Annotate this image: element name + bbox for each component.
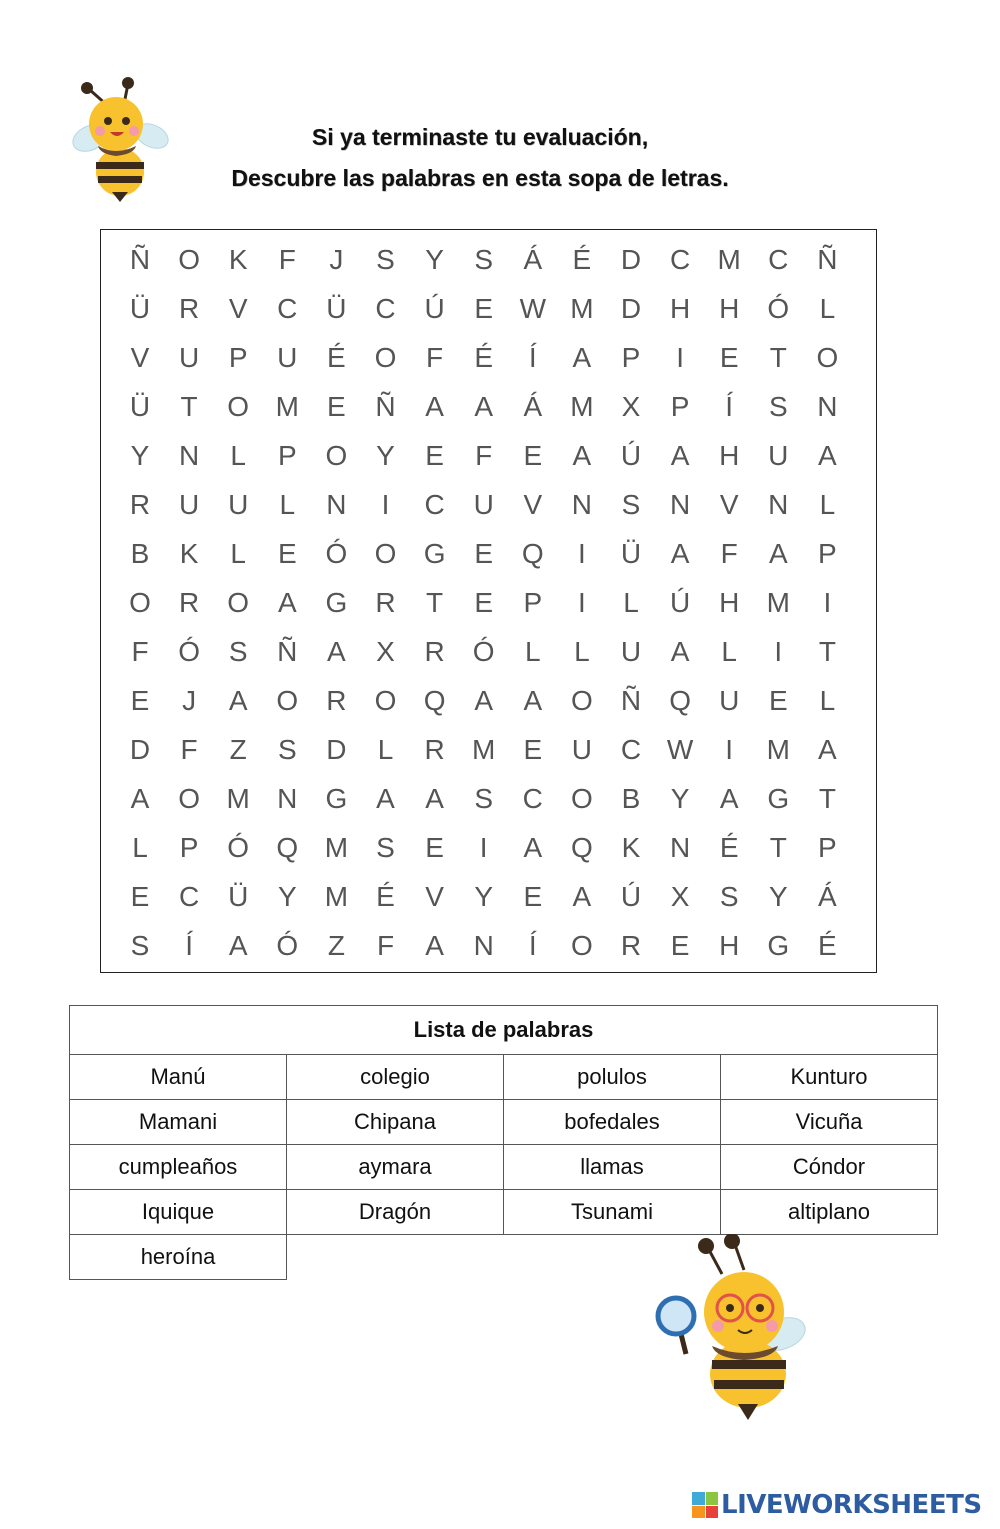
liveworksheets-brand: [692, 1488, 982, 1522]
grid-letter: S: [130, 929, 150, 961]
grid-letter: Q: [276, 831, 299, 863]
grid-letter: C: [375, 292, 396, 324]
grid-letter: L: [230, 537, 246, 569]
grid-letter: L: [819, 292, 836, 324]
grid-letter: Ó: [276, 929, 299, 961]
grid-letter: N: [277, 782, 298, 814]
word-list-item: Cóndor: [721, 1145, 938, 1190]
grid-letter: Y: [670, 782, 690, 814]
grid-letter: X: [670, 880, 690, 912]
grid-letter: U: [768, 439, 789, 471]
grid-letter: Í: [528, 341, 537, 373]
grid-letter: F: [180, 733, 198, 765]
grid-letter: A: [523, 684, 543, 716]
grid-letter: R: [424, 733, 445, 765]
grid-letter: E: [327, 390, 346, 422]
grid-letter: L: [819, 684, 836, 716]
grid-letter: C: [277, 292, 298, 324]
grid-letter: G: [767, 782, 790, 814]
grid-letter: V: [130, 341, 150, 373]
grid-letter: N: [178, 439, 200, 471]
grid-letter: E: [768, 684, 788, 716]
word-list-item: Chipana: [287, 1100, 504, 1145]
grid-letter: S: [719, 880, 739, 912]
grid-letter: Y: [474, 880, 494, 912]
grid-letter: I: [774, 635, 783, 667]
grid-letter: I: [725, 733, 734, 765]
grid-letter: O: [571, 684, 593, 716]
grid-letter: Q: [423, 684, 446, 716]
grid-letter: L: [132, 831, 148, 863]
grid-letter: Í: [528, 929, 537, 961]
grid-letter: I: [381, 488, 390, 520]
word-list-item: cumpleaños: [70, 1145, 287, 1190]
grid-letter: E: [523, 880, 543, 912]
grid-letter: Ü: [326, 292, 347, 324]
grid-letter: Ó: [178, 635, 200, 667]
grid-letter: Ú: [669, 586, 691, 618]
grid-letter: É: [572, 243, 592, 275]
grid-letter: Ñ: [129, 243, 151, 275]
grid-letter: E: [130, 880, 150, 912]
grid-letter: A: [572, 341, 592, 373]
grid-letter: O: [374, 684, 397, 716]
grid-letter: T: [818, 635, 836, 667]
grid-letter: Ó: [472, 635, 495, 667]
grid-letter: É: [719, 831, 739, 863]
instruction-line-1: Si ya terminaste tu evaluación,: [311, 124, 649, 150]
grid-letter: Ñ: [375, 390, 396, 422]
grid-letter: Ó: [767, 292, 790, 324]
grid-letter: O: [227, 390, 250, 422]
grid-letter: P: [670, 390, 690, 422]
word-list-item: altiplano: [721, 1190, 938, 1235]
grid-letter: R: [424, 635, 445, 667]
grid-letter: Z: [327, 929, 345, 961]
grid-letter: V: [719, 488, 739, 520]
grid-letter: Ú: [620, 439, 642, 471]
grid-letter: U: [571, 733, 592, 765]
word-list-item: colegio: [287, 1055, 504, 1100]
grid-letter: Ü: [228, 880, 249, 912]
grid-letter: E: [425, 439, 444, 471]
grid-letter: C: [669, 243, 691, 275]
grid-letter: P: [277, 439, 297, 471]
grid-letter: M: [472, 733, 496, 765]
grid-letter: F: [278, 243, 296, 275]
grid-letter: U: [719, 684, 740, 716]
grid-letter: G: [325, 586, 348, 618]
grid-letter: B: [621, 782, 641, 814]
grid-letter: E: [670, 929, 690, 961]
grid-letter: A: [523, 831, 543, 863]
grid-letter: K: [179, 537, 199, 569]
grid-letter: F: [475, 439, 493, 471]
grid-letter: N: [571, 488, 592, 520]
grid-letter: S: [474, 243, 494, 275]
grid-letter: W: [519, 292, 547, 324]
grid-letter: D: [620, 243, 642, 275]
grid-letter: O: [571, 782, 593, 814]
grid-letter: G: [325, 782, 348, 814]
grid-letter: S: [474, 782, 494, 814]
bee-magnifier-illustration: [650, 1234, 820, 1424]
grid-letter: M: [570, 292, 594, 324]
grid-letter: A: [670, 537, 690, 569]
grid-letter: R: [375, 586, 396, 618]
grid-letter: E: [130, 684, 150, 716]
brand-name: LIVEWORKSHEETS: [721, 1490, 982, 1520]
grid-letter: Q: [571, 831, 593, 863]
grid-letter: O: [178, 243, 200, 275]
grid-letter: F: [376, 929, 395, 961]
grid-letter: V: [523, 488, 543, 520]
grid-letter: O: [227, 586, 250, 618]
grid-letter: H: [669, 292, 691, 324]
grid-letter: P: [523, 586, 543, 618]
word-list-item: Iquique: [70, 1190, 287, 1235]
grid-letter: U: [178, 488, 200, 520]
grid-letter: Í: [185, 929, 193, 961]
word-list-item: Vicuña: [721, 1100, 938, 1145]
grid-letter: A: [327, 635, 346, 667]
grid-letter: C: [522, 782, 543, 814]
grid-letter: H: [719, 439, 740, 471]
grid-letter: U: [473, 488, 494, 520]
grid-letter: M: [766, 733, 790, 765]
grid-letter: H: [719, 586, 740, 618]
grid-letter: I: [676, 341, 684, 373]
grid-letter: M: [324, 880, 349, 912]
grid-letter: Á: [818, 880, 837, 912]
grid-letter: M: [324, 831, 349, 863]
grid-letter: Ú: [424, 292, 445, 324]
grid-letter: P: [818, 537, 837, 569]
grid-letter: S: [768, 390, 788, 422]
grid-letter: N: [669, 488, 691, 520]
grid-letter: R: [129, 488, 151, 520]
empty-cell: [287, 1235, 938, 1280]
grid-letter: O: [571, 929, 593, 961]
grid-letter: O: [276, 684, 299, 716]
grid-letter: Ü: [620, 537, 642, 569]
grid-letter: I: [823, 586, 832, 618]
grid-letter: Ú: [620, 880, 642, 912]
grid-letter: E: [474, 292, 494, 324]
grid-letter: M: [275, 390, 299, 422]
grid-letter: Y: [768, 880, 788, 912]
grid-letter: A: [425, 782, 444, 814]
grid-letter: W: [666, 733, 694, 765]
grid-letter: S: [228, 635, 248, 667]
grid-letter: L: [574, 635, 590, 667]
grid-letter: C: [178, 880, 200, 912]
grid-letter: M: [766, 586, 790, 618]
grid-letter: L: [721, 635, 737, 667]
grid-letter: J: [182, 684, 197, 716]
grid-letter: Q: [521, 537, 544, 569]
grid-letter: C: [620, 733, 642, 765]
grid-letter: Ó: [227, 831, 250, 863]
grid-letter: R: [178, 586, 200, 618]
grid-letter: Z: [229, 733, 247, 765]
grid-letter: M: [570, 390, 594, 422]
grid-letter: A: [474, 390, 494, 422]
grid-letter: L: [819, 488, 836, 520]
grid-letter: Ü: [129, 390, 151, 422]
grid-letter: C: [768, 243, 789, 275]
word-list-item: Dragón: [287, 1190, 504, 1235]
grid-letter: P: [228, 341, 248, 373]
grid-letter: L: [525, 635, 541, 667]
grid-letter: D: [326, 733, 347, 765]
grid-letter: K: [621, 831, 641, 863]
grid-letter: D: [129, 733, 151, 765]
word-list-item: llamas: [504, 1145, 721, 1190]
grid-letter: O: [816, 341, 839, 373]
grid-letter: L: [623, 586, 639, 618]
grid-letter: A: [228, 929, 248, 961]
grid-letter: E: [523, 439, 543, 471]
grid-letter: A: [818, 733, 837, 765]
grid-letter: I: [578, 537, 586, 569]
grid-letter: E: [474, 586, 494, 618]
grid-letter: U: [178, 341, 200, 373]
grid-letter: J: [329, 243, 344, 275]
grid-letter: A: [474, 684, 494, 716]
grid-letter: X: [376, 635, 395, 667]
grid-letter: S: [621, 488, 641, 520]
grid-letter: L: [279, 488, 296, 520]
grid-letter: K: [228, 243, 248, 275]
grid-letter: Q: [669, 684, 691, 716]
liveworksheets-logo-icon: [692, 1492, 718, 1518]
grid-letter: U: [228, 488, 249, 520]
word-list-item: Manú: [70, 1055, 287, 1100]
grid-letter: S: [277, 733, 297, 765]
grid-letter: U: [277, 341, 298, 373]
grid-letter: É: [327, 341, 346, 373]
grid-letter: E: [277, 537, 297, 569]
word-list-item: polulos: [504, 1055, 721, 1100]
word-search-grid: [100, 229, 877, 973]
grid-letter: Y: [425, 243, 444, 275]
grid-letter: A: [572, 880, 592, 912]
grid-letter: A: [670, 635, 690, 667]
grid-letter: I: [578, 586, 586, 618]
word-list-title: Lista de palabras: [70, 1006, 938, 1055]
grid-letter: M: [226, 782, 250, 814]
grid-letter: R: [178, 292, 200, 324]
grid-letter: I: [479, 831, 488, 863]
grid-letter: L: [377, 733, 394, 765]
grid-letter: Ñ: [620, 684, 642, 716]
grid-letter: X: [621, 390, 641, 422]
grid-letter: T: [180, 390, 198, 422]
word-list-item: Tsunami: [504, 1190, 721, 1235]
word-list-item: heroína: [70, 1235, 287, 1280]
grid-letter: Ó: [325, 537, 348, 569]
grid-letter: H: [719, 929, 740, 961]
grid-letter: P: [621, 341, 641, 373]
grid-letter: Ñ: [817, 243, 838, 275]
grid-letter: Ü: [129, 292, 151, 324]
grid-letter: O: [374, 341, 397, 373]
grid-letter: H: [719, 292, 740, 324]
grid-letter: P: [818, 831, 837, 863]
grid-letter: Y: [130, 439, 150, 471]
grid-letter: E: [474, 537, 494, 569]
grid-letter: T: [426, 586, 444, 618]
grid-letter: Y: [277, 880, 297, 912]
grid-letter: N: [817, 390, 838, 422]
word-list-item: Kunturo: [721, 1055, 938, 1100]
grid-letter: É: [474, 341, 494, 373]
grid-letter: A: [425, 929, 444, 961]
grid-letter: A: [376, 782, 395, 814]
grid-letter: O: [325, 439, 348, 471]
grid-letter: F: [131, 635, 149, 667]
grid-letter: N: [669, 831, 691, 863]
grid-letter: B: [130, 537, 150, 569]
grid-letter: F: [426, 341, 444, 373]
grid-letter: N: [768, 488, 789, 520]
grid-letter: S: [376, 831, 395, 863]
grid-letter: A: [818, 439, 837, 471]
grid-letter: A: [768, 537, 788, 569]
instruction-line-2: Descubre las palabras en esta sopa de letras.: [231, 165, 729, 191]
grid-letter: É: [818, 929, 837, 961]
grid-letter: T: [818, 782, 836, 814]
grid-letter: E: [425, 831, 444, 863]
grid-letter: O: [374, 537, 397, 569]
grid-letter: Á: [523, 243, 543, 275]
grid-letter: E: [719, 341, 739, 373]
grid-letter: O: [178, 782, 200, 814]
grid-letter: P: [179, 831, 199, 863]
grid-letter: R: [620, 929, 642, 961]
grid-letter: A: [425, 390, 444, 422]
grid-letter: E: [523, 733, 543, 765]
grid-letter: A: [277, 586, 297, 618]
word-list-item: bofedales: [504, 1100, 721, 1145]
grid-letter: R: [326, 684, 347, 716]
grid-letter: V: [425, 880, 444, 912]
grid-letter: A: [670, 439, 690, 471]
grid-letter: V: [228, 292, 248, 324]
grid-letter: Y: [376, 439, 395, 471]
grid-letter: A: [228, 684, 248, 716]
grid-letter: A: [719, 782, 739, 814]
grid-letter: Á: [523, 390, 543, 422]
grid-letter: T: [769, 341, 787, 373]
word-list-item: aymara: [287, 1145, 504, 1190]
grid-letter: G: [767, 929, 790, 961]
grid-letter: O: [129, 586, 151, 618]
grid-letter: N: [326, 488, 347, 520]
grid-letter: É: [376, 880, 395, 912]
grid-letter: Ñ: [277, 635, 298, 667]
grid-letter: Í: [725, 390, 734, 422]
grid-letter: M: [717, 243, 741, 275]
grid-letter: C: [424, 488, 445, 520]
grid-letter: G: [423, 537, 446, 569]
grid-letter: F: [720, 537, 738, 569]
grid-letter: L: [230, 439, 246, 471]
grid-letter: A: [572, 439, 592, 471]
grid-letter: A: [130, 782, 150, 814]
grid-letter: U: [620, 635, 642, 667]
grid-letter: N: [473, 929, 494, 961]
grid-letter: T: [769, 831, 787, 863]
grid-letter: D: [620, 292, 642, 324]
word-list-item: Mamani: [70, 1100, 287, 1145]
grid-letter: S: [376, 243, 395, 275]
